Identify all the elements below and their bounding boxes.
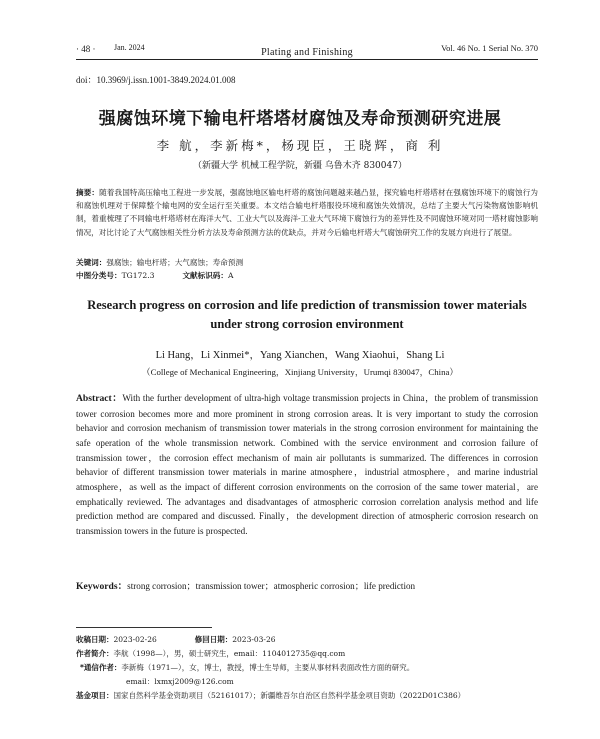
revised-label: 修回日期：	[194, 635, 233, 644]
doi: doi：10.3969/j.issn.1001-3849.2024.01.008	[76, 75, 236, 85]
keywords-english-text: strong corrosion；transmission tower；atmospheric corrosion；life prediction	[127, 581, 416, 591]
keywords-english	[76, 578, 538, 592]
abstract-chinese-label: 摘要：	[76, 188, 100, 197]
keywords-english-label: Keywords：	[76, 581, 128, 592]
affiliation-chinese: （新疆大学 机械工程学院，新疆 乌鲁木齐 830047）	[193, 161, 407, 171]
volume-info: Vol. 46 No. 1 Serial No. 370	[441, 43, 538, 53]
footnote-corresponding	[80, 662, 560, 674]
document-code-label: 文献标识码：	[182, 271, 228, 280]
journal-name: Plating and Finishing	[261, 47, 353, 58]
title-chinese: 强腐蚀环境下输电杆塔塔材腐蚀及寿命预测研究进展	[98, 109, 502, 129]
abstract-english	[76, 391, 538, 539]
footnote-fund	[76, 690, 560, 702]
issue-date: Jan. 2024	[114, 43, 145, 52]
corresponding-text: 李新梅（1971—），女，博士，教授，博士生导师，主要从事材料表面改性方面的研究。	[121, 663, 415, 672]
affiliation-english: （College of Mechanical Engineering，Xinjiang University，Urumqi 830047，China）	[141, 367, 459, 377]
footnote-rule	[76, 627, 212, 628]
document-code-value: A	[228, 271, 234, 280]
keywords-chinese-label: 关键词：	[76, 258, 107, 267]
keywords-chinese-text: 强腐蚀；输电杆塔；大气腐蚀；寿命预测	[106, 258, 244, 267]
title-english: Research progress on corrosion and life prediction of transmission tower materials under strong corrosion environment	[87, 298, 527, 331]
keywords-chinese	[76, 257, 538, 268]
classification-chinese	[76, 270, 538, 281]
abstract-english-text: With the further development of ultra-high voltage transmission projects in China，the problem of transmission tower corrosion becomes more and more prominent in strong corrosion areas. It is very important to study the corrosion behavior and corrosion mechanism of transmission tower materials in the strong corrosion environment for maintaining the safe operation of the whole transmission network. Combined with the service environment and corrosion failure of transmission tower，the corrosion effect mechanism of main air pollutants is summarized. The differences in corrosion behavior of different transmission tower materials in marine atmosphere，industrial atmosphere，and marine industrial atmosphere，as well as the impact of different corrosion environments on the corrosion of the same tower material，are emphatically reviewed. The advantages and disadvantages of atmospheric corrosion correlation analysis method and life prediction method are compared and discussed. Finally，the development direction of atmospheric corrosion research on transmission towers in the future is prospected.	[76, 393, 539, 536]
abstract-chinese-text: 随着我国特高压输电工程进一步发展，强腐蚀地区输电杆塔的腐蚀问题越来越凸显，探究输电杆塔塔材在强腐蚀环境下的腐蚀行为和腐蚀机理对于保障整个输电网的安全运行至关重要。本文结合输电杆塔服役环境和腐蚀失效情况，总结了主要大气污染物腐蚀影响机制，着重梳理了不同输电杆塔塔材在海洋大气、工业大气以及海洋-工业大气环境下腐蚀行为的差异性及不同腐蚀环境对同一塔材腐蚀影响情况，对比讨论了大气腐蚀相关性分析方法及寿命预测方法的优缺点，并对今后输电杆塔大气腐蚀研究工作的发展方向进行了展望。	[76, 188, 538, 237]
author-label: 作者简介：	[76, 649, 114, 658]
clc-value: TG172.3	[121, 271, 155, 280]
fund-label: 基金项目：	[76, 691, 114, 700]
corresponding-label: *通信作者：	[80, 663, 122, 672]
fund-text: 国家自然科学基金资助项目（52161017）；新疆维吾尔自治区自然科学基金项目资助（2022D01C386）	[113, 691, 466, 700]
footnote-dates	[76, 634, 560, 646]
running-header	[76, 42, 538, 58]
footnote-author	[76, 648, 560, 660]
abstract-chinese	[76, 186, 538, 239]
authors-chinese: 李 航，李新梅*，杨现臣，王晓辉，商 利	[156, 138, 444, 153]
author-text: 李航（1998—），男，硕士研究生，email：1104012735@qq.com	[113, 649, 346, 658]
revised-date: 2023-03-26	[232, 635, 276, 644]
footnote-corresponding-email: email：lxmxj2009@126.com	[126, 677, 234, 686]
header-rule	[76, 59, 538, 60]
page-number: · 48 ·	[76, 44, 96, 54]
received-label: 收稿日期：	[76, 635, 114, 644]
received-date: 2023-02-26	[113, 635, 157, 644]
authors-english: Li Hang，Li Xinmei*，Yang Xianchen，Wang Xiaohui，Shang Li	[155, 350, 445, 361]
abstract-english-label: Abstract：	[76, 393, 123, 404]
clc-label: 中图分类号：	[76, 271, 122, 280]
